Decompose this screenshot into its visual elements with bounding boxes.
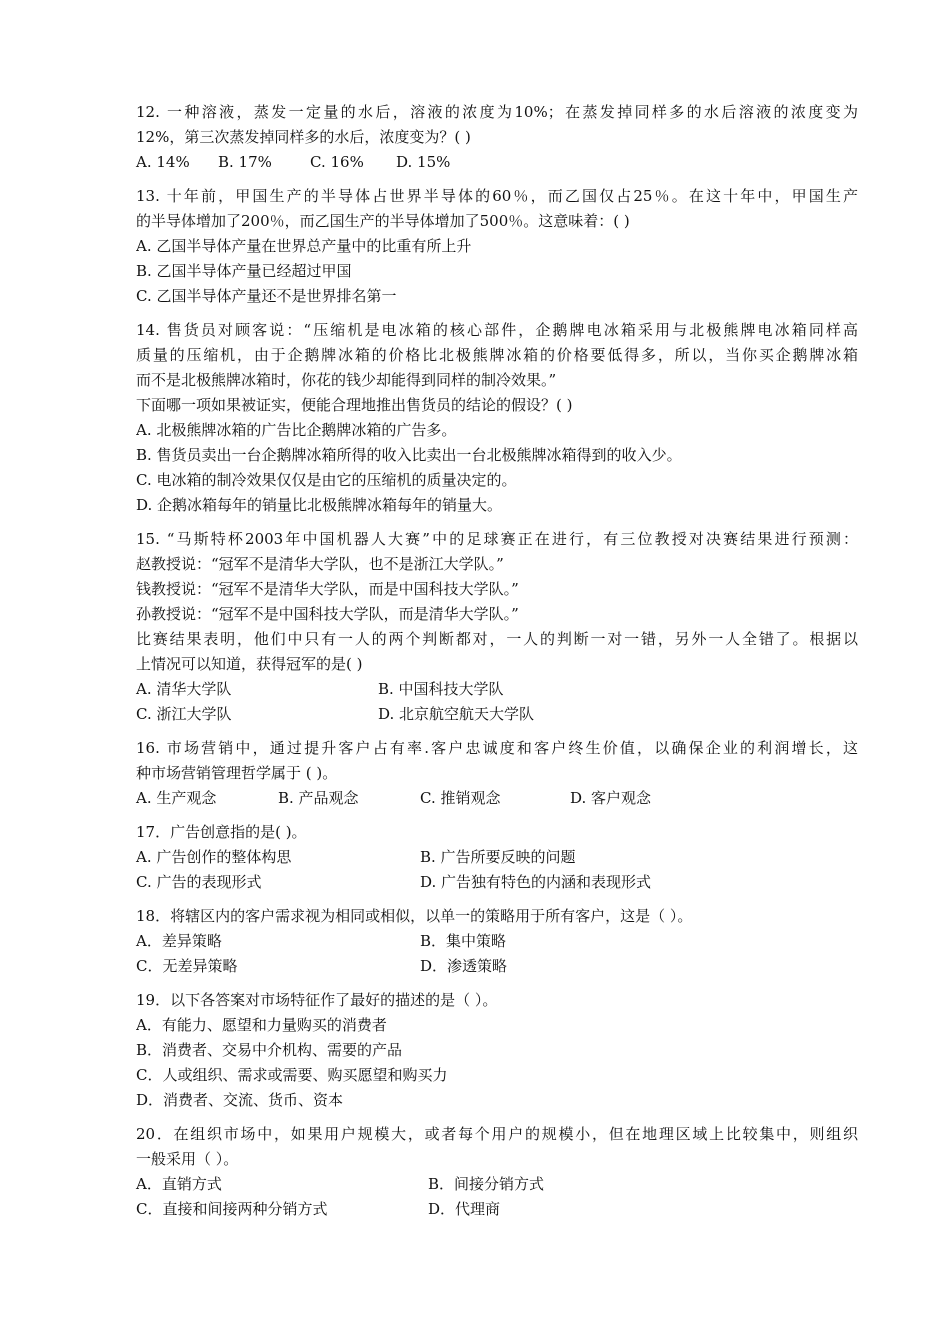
question-stem-line: 20．在组织市场中，如果用户规模大，或者每个用户的规模小，但在地理区域上比较集中，则组织 [136,1125,858,1143]
option-d: D．消费者、交流、货币、资本 [136,1091,344,1109]
option-b: B．消费者、交易中介机构、需要的产品 [136,1041,403,1059]
option-b: B. 产品观念 [278,789,359,807]
option-b: B. 17% [218,153,272,171]
question-stem-line: 12. 一种溶液，蒸发一定量的水后，溶液的浓度为10%；在蒸发掉同样多的水后溶液的浓度变为 [136,103,858,121]
option-a: A．有能力、愿望和力量购买的消费者 [136,1016,387,1034]
option-b: B. 广告所要反映的问题 [420,848,576,866]
options-row [136,929,858,954]
options-row [136,786,858,811]
question-14 [136,318,858,518]
options-row [136,1172,858,1197]
option-c: C. 电冰箱的制冷效果仅仅是由它的压缩机的质量决定的。 [136,471,517,489]
question-stem-line: 16. 市场营销中，通过提升客户占有率.客户忠诚度和客户终生价值，以确保企业的利润增长，这 [136,739,858,757]
option-d: D. 北京航空航天大学队 [378,705,535,723]
question-stem-line: 15. “马斯特杯2003年中国机器人大赛”中的足球赛正在进行，有三位教授对决赛结果进行预测： [136,530,858,548]
question-19 [136,988,858,1113]
options-row [136,1197,858,1222]
exam-page [136,100,858,1231]
question-15 [136,527,858,727]
question-17 [136,820,858,895]
option-d: D. 广告独有特色的内涵和表现形式 [420,873,652,891]
question-20 [136,1122,858,1222]
option-a: A. 乙国半导体产量在世界总产量中的比重有所上升 [136,237,472,255]
options-row [136,870,858,895]
question-stem-line: 一般采用（ ）。 [136,1150,239,1168]
question-13 [136,184,858,309]
option-c: C. 乙国半导体产量还不是世界排名第一 [136,287,397,305]
question-stem-line: 的半导体增加了200％，而乙国生产的半导体增加了500％。这意味着：( ) [136,212,630,230]
option-d: D. 企鹅冰箱每年的销量比北极熊牌冰箱每年的销量大。 [136,496,503,514]
options-row [136,677,858,702]
question-stem-line: 上情况可以知道，获得冠军的是( ) [136,655,363,673]
option-b: B．集中策略 [420,932,507,950]
question-stem-line: 质量的压缩机，由于企鹅牌冰箱的价格比北极熊牌冰箱的价格要低得多，所以，当你买企鹅牌冰箱 [136,346,858,364]
option-c: C. 推销观念 [420,789,501,807]
option-a: A．直销方式 [136,1175,222,1193]
option-c: C. 广告的表现形式 [136,873,262,891]
question-16 [136,736,858,811]
question-12 [136,100,858,175]
option-b: B. 乙国半导体产量已经超过甲国 [136,262,352,280]
option-c: C．人或组织、需求或需要、购买愿望和购买力 [136,1066,448,1084]
question-stem-line: 17．广告创意指的是( )。 [136,823,307,841]
question-stem-line: 12%，第三次蒸发掉同样多的水后，浓度变为？( ) [136,128,471,146]
question-stem-line: 14. 售货员对顾客说：“压缩机是电冰箱的核心部件，企鹅牌电冰箱采用与北极熊牌电冰箱同样高 [136,321,858,339]
option-d: D. 15% [396,153,451,171]
options-row [136,954,858,979]
option-a: A. 广告创作的整体构思 [136,848,292,866]
question-stem-line: 孙教授说：“冠军不是中国科技大学队，而是清华大学队。” [136,605,519,623]
option-a: A. 北极熊牌冰箱的广告比企鹅牌冰箱的广告多。 [136,421,457,439]
option-c: C．直接和间接两种分销方式 [136,1200,328,1218]
option-a: A. 14% [136,153,190,171]
option-c: C. 浙江大学队 [136,705,232,723]
question-stem-line: 赵教授说：“冠军不是清华大学队，也不是浙江大学队。” [136,555,504,573]
question-stem-line: 而不是北极熊牌冰箱时，你花的钱少却能得到同样的制冷效果。” [136,371,557,389]
question-stem-line: 下面哪一项如果被证实，便能合理地推出售货员的结论的假设？( ) [136,396,573,414]
option-d: D．渗透策略 [420,957,508,975]
option-d: D. 客户观念 [570,789,652,807]
question-stem-line: 13. 十年前，甲国生产的半导体占世界半导体的60％，而乙国仅占25％。在这十年中，甲国生产 [136,187,858,205]
options-row [136,702,858,727]
option-b: B. 售货员卖出一台企鹅牌冰箱所得的收入比卖出一台北极熊牌冰箱得到的收入少。 [136,446,682,464]
question-stem-line: 比赛结果表明，他们中只有一人的两个判断都对，一人的判断一对一错，另外一人全错了。根据以 [136,630,858,648]
option-c: C. 16% [310,153,364,171]
option-b: B. 中国科技大学队 [378,680,504,698]
question-stem-line: 钱教授说：“冠军不是清华大学队，而是中国科技大学队。” [136,580,519,598]
option-b: B．间接分销方式 [428,1175,545,1193]
question-stem-line: 19．以下各答案对市场特征作了最好的描述的是（ ）。 [136,991,498,1009]
question-18 [136,904,858,979]
question-stem-line: 种市场营销管理哲学属于 ( )。 [136,764,338,782]
options-row [136,845,858,870]
option-d: D．代理商 [428,1200,501,1218]
option-a: A. 生产观念 [136,789,217,807]
option-c: C．无差异策略 [136,957,238,975]
option-a: A．差异策略 [136,932,222,950]
option-a: A. 清华大学队 [136,680,232,698]
question-stem-line: 18．将辖区内的客户需求视为相同或相似，以单一的策略用于所有客户，这是（ ）。 [136,907,693,925]
options-row [136,150,858,175]
